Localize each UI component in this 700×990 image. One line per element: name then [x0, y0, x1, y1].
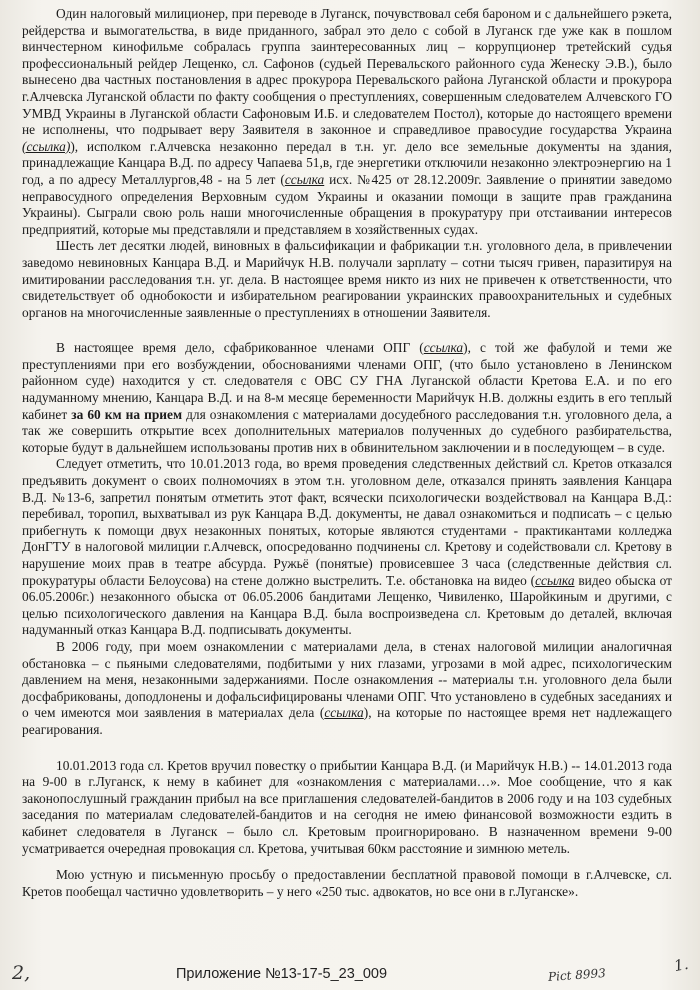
paragraph-4: [22, 456, 672, 639]
paragraph-2: [22, 238, 672, 321]
paragraph-text: ), исполком г.Алчевска незаконно передал в т.н. уг. дело все земельные документы на здания, принадлежащие Канцара В.Д. по адресу Чапаева 51,в, где энергетики отключили незаконно электроэнергию на 1 год, а по адресу Металлургов,48 - на 5 лет (: [22, 138, 672, 187]
reference-link[interactable]: (ссылка): [22, 138, 71, 154]
paragraph-3: [22, 340, 672, 456]
paragraph-text: 10.01.2013 года сл. Кретов вручил повестку о прибытии Канцара В.Д. (и Марийчук Н.В.) -- 14.01.2013 года на 9-00 в г.Луганск, к нему в кабинет для «ознакомления с материалами…». Мое сообщение, что я как законопослушный гражданин прибыл на все приглашения следователей-бандитов в 2006 году и на 103 судебных заседания по материалам следователей-бандитов и на сегодня не имею финансовой возможности ездить в кабинет следователя в Луганск – было сл. Кретовым проигнорировано. В назначенном времени 9-00 усматривается очередная провокация сл. Кретова, учитывая 60км расстояние и зимнюю метель.: [22, 757, 672, 856]
paragraph-text: ), на которые по настоящее время нет надлежащего реагирования.: [22, 705, 672, 737]
reference-link[interactable]: ссылка: [284, 171, 325, 187]
paragraph-7: [22, 867, 672, 900]
reference-link[interactable]: ссылка: [324, 705, 364, 721]
emphasized-text: за 60 км на прием: [71, 406, 183, 422]
appendix-reference: Приложение №13-17-5_23_009: [176, 966, 388, 982]
handwritten-page-number: 2,: [12, 962, 31, 984]
paragraph-text: В 2006 году, при моем ознакомлении с материалами дела, в стенах налоговой милиции аналогичная обстановка – с пьяными следователями, подбитыми у них глазами, угрозами в мой адрес, психологическим давлением на меня, незаконными задержаниями. После ознакомления -- материалы т.н. уголовного дела были досфабрикованы, доподлонены и дофальсифицированы членами ОПГ. Что установлено в судебных заседаниях и о чем имеются мои заявления в материалах дела (: [22, 638, 672, 721]
document-body: [22, 6, 672, 900]
paragraph-text: Следует отметить, что 10.01.2013 года, во время проведения следственных действий сл. Кретов отказался предъявить документ о своих полномочиях в этом т.н. уголовном деле, отказался принять заявления Канцара В.Д. №13-6, запретил понятым отметить этот факт, всячески психологически воздействовал на Канцара В.Д.: перебивал, торопил, выхватывал из рук Канцара В.Д. документы, не давал ознакомиться и подписать – с целью прибегнуть к помощи двух незаконных понятых, которые являются студентами - практикантами колледжа ДонГТУ в налоговой милиции г.Алчевск, опосредованно подчинены сл. Кретову и содействовали сл. Кретову в нарушение моих прав в театре абсурда. Ружьё (понятые) провисевшее 3 часа (следственные действия сл. прокуратуры области Белоусова) на стене должно выстрелить. Т.е. обстановка на видео (: [22, 456, 672, 588]
handwritten-code: Pict 8993: [547, 966, 607, 984]
paragraph-text: исх. №425 от 28.12.2009г. Заявление о принятии заведомо неправосудного определения Верховным судом Украины и оказании помощи в защите прав гражданина Украины). Сыграли свою роль наши многочисленные обращения в прокуратуру при отстаивании интересов предприятий, которые мы представляли и представляем в хозяйственных судах.: [22, 171, 672, 237]
paragraph-text: Один налоговый милиционер, при переводе в Луганск, почувствовал себя бароном и с дальнейшего рэкета, рейдерства и вымогательства, в виде приданного, забрал это дело с собой в Луганск где уже как в пошлом винчестерном кинофильме собралась группа заинтересованных лиц – коррупционер третейский судья профессиональный рейдер Лещенко, сл. Сафонов (судьей Перевальского районного суда Женеску Э.В.), было вынесено два частных постановления в адрес прокурора Перевальского района Луганской области и прокурора г.Алчевска Луганской области по факту сообщения о преступлениях, совершенным следователем Алчевского ГО УМВД Украины в Луганской области Сафоновым И.Б. и следователем Постол), которые до настоящего времени не исполнены, что подрывает веру Заявителя в законное и справедливое правосудие государства Украина: [22, 6, 672, 138]
reference-link[interactable]: ссылка: [535, 572, 575, 588]
paragraph-text: Мою устную и письменную просьбу о предоставлении бесплатной правовой помощи в г.Алчевске, сл. Кретов пообещал частично удовлетворить – у него «250 тыс. адвокатов, но все они в г.Луганске».: [22, 867, 672, 899]
handwritten-margin-mark: 1.: [672, 954, 690, 976]
reference-link[interactable]: ссылка: [423, 340, 464, 356]
paragraph-text: видео обыска от 06.05.2006г.) незаконного обыска от 06.05.2006 бандитами Лещенко, Чивиленко, Шаройкиным и другими, с целью психологического давления на Канцара В.Д. была воспроизведена сл. Кретовым до деталей, включая надуманный отказ Канцара В.Д. подписывать документы.: [22, 572, 672, 638]
page-footer: [0, 954, 700, 990]
paragraph-text: В настоящее время дело, сфабрикованное членами ОПГ (: [56, 340, 424, 356]
paragraph-text: Шесть лет десятки людей, виновных в фальсификации и фабрикации т.н. уголовного дела, в привлечении заведомо невиновных Канцара В.Д. и Марийчук Н.В. получали зарплату – сотни тысяч гривен, паразитируя на имитировании расследования т.н. уг. дела. В настоящее время никто из них не привечен к ответственности, что свидетельствует об однобокости и избирательном реагировании украинских правоохранительных и судебных органов на многочисленные заявленные о преступлениях в отношении Заявителя.: [22, 238, 672, 320]
paragraph-5: [22, 639, 672, 739]
paragraph-text: для ознакомления с материалами досудебного расследования т.н. уголовного дела, а так же совершить открытие всех дополнительных материалов полученных до судебного разбирательства, которые будут в дальнейшем использованы против них в обвинительном заключении и в последующем – в суде.: [22, 406, 672, 455]
paragraph-1: [22, 6, 672, 238]
paragraph-6: [22, 758, 672, 858]
paragraph-text: ), с той же фабулой и теми же преступлениями при его возбуждении, обоснованиями членами ОПГ, (что было установлено в Ленинском районном суде) находится у ст. следователя с ОВС СУ ГНА Луганской области Кретова Е.А. и по его надуманному мнению, Канцара В.Д. и на 8-м месяце беременности Марийчук Н.В. должны ездить в его теплый кабинет: [22, 340, 672, 422]
